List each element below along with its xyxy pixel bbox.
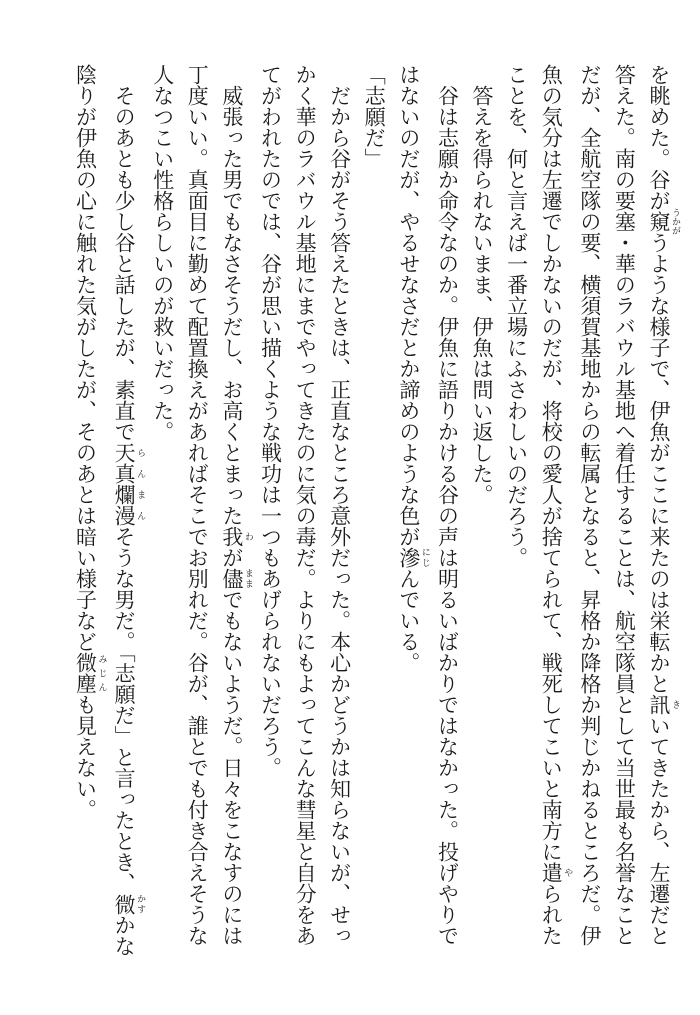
ruby-base: 儘 [219, 568, 244, 589]
text-segment: うような様子で、伊魚がここに来たのは栄転かと [647, 232, 671, 694]
text-line [464, 64, 499, 964]
ruby-reading: まま [242, 568, 253, 589]
text-segment: が [219, 547, 244, 568]
text-segment: 谷は志願か命令なのか。伊魚に語りかける谷の声は明るいばかりではなかった。投げやりで [435, 64, 460, 946]
text-segment: 丁度いい。真面目に勤めて配置換えがあればそこでお別れだ。谷が、誰とでも付き合えそうな [185, 64, 210, 946]
ruby-base: 微 [112, 893, 137, 915]
ruby-annotation [219, 526, 253, 547]
vertical-text-body [68, 64, 680, 964]
ruby-base: 訊 [647, 694, 671, 715]
text-line [641, 64, 680, 964]
text-segment: かく華のラバウル基地にまでやってきたのに気の毒だ。よりにもよってこんな彗星と自分をあ [293, 64, 318, 946]
ruby-base: 遣 [539, 862, 564, 883]
text-segment: ことを、何と言えば一番立場にふさわしいのだろう。 [504, 64, 529, 568]
text-segment: を眺めた。谷が [647, 64, 671, 211]
text-line [391, 64, 430, 964]
ruby-annotation [647, 208, 680, 235]
ruby-reading: かす [135, 893, 146, 915]
text-segment: も見えない。 [73, 694, 98, 820]
ruby-base: 天真爛漫 [112, 442, 137, 526]
text-segment: はないのだが、やるせなさだとか諦めのような色が [396, 64, 421, 547]
text-segment: でもないようだ。日々をこなすのには [219, 589, 244, 946]
text-segment: 「志願だ」 [362, 64, 387, 169]
text-line [107, 64, 146, 964]
text-segment: てがわれたのでは、谷が思い描くような戦功は一つもあげられないだろう。 [258, 64, 283, 778]
ruby-reading: や [562, 862, 573, 883]
text-line [68, 64, 107, 964]
text-segment: そうな男だ。「志願だ」と言ったとき、 [112, 526, 137, 894]
text-line [180, 64, 215, 964]
text-segment: 人なつこい性格らしいのが救いだった。 [150, 64, 175, 442]
text-line [430, 64, 465, 964]
text-line [357, 64, 392, 964]
text-segment: 答えを得られないまま、伊魚は問い返した。 [470, 64, 495, 505]
ruby-annotation [396, 547, 430, 568]
ruby-reading: みじん [96, 652, 107, 694]
text-line [287, 64, 322, 964]
ruby-reading: らんまん [135, 442, 146, 526]
ruby-base: 我 [219, 526, 244, 547]
ruby-reading: にじ [419, 547, 430, 568]
text-line [253, 64, 288, 964]
ruby-base: 微塵 [73, 652, 98, 694]
text-segment: 答えた。南の要塞・華のラバウル基地へ着任することは、航空隊員として当世最も名誉なこと [612, 64, 637, 946]
text-segment: だが、全航空隊の要、横須賀基地からの転属となると、昇格か降格か判じかねるところだ。伊 [577, 64, 602, 946]
text-line [499, 64, 534, 964]
ruby-annotation [647, 694, 680, 715]
ruby-reading: き [670, 694, 680, 715]
ruby-annotation [73, 652, 107, 694]
ruby-reading: わ [242, 526, 253, 547]
text-segment: られた [539, 883, 564, 946]
text-segment: 威張った男でもなさそうだし、お高くとまった [219, 64, 244, 526]
text-segment: そのあとも少し谷と話したが、素直で [112, 64, 137, 442]
text-segment: いてきたから、左遷だと [647, 715, 671, 946]
text-line [572, 64, 607, 964]
ruby-base: 滲 [396, 547, 421, 568]
ruby-annotation [112, 442, 146, 526]
ruby-reading: うかが [670, 208, 680, 235]
text-segment: んでいる。 [396, 568, 421, 673]
text-line [145, 64, 180, 964]
text-segment: 陰りが伊魚の心に触れた気がしたが、そのあとは暗い様子など [73, 64, 98, 652]
ruby-annotation [112, 893, 146, 915]
text-segment: 魚の気分は左遷でしかないのだが、将校の愛人が捨てられて、戦死してこいと南方に [539, 64, 564, 862]
ruby-annotation [219, 568, 253, 589]
text-segment: かな [112, 914, 137, 957]
text-line [534, 64, 573, 964]
text-line [214, 64, 253, 964]
ruby-annotation [539, 862, 573, 883]
text-line [607, 64, 642, 964]
text-segment: だから谷がそう答えたときは、正直なところ意外だった。本心かどうかは知らないが、せっ [327, 64, 352, 946]
ruby-base: 窺 [647, 208, 671, 235]
text-line [322, 64, 357, 964]
